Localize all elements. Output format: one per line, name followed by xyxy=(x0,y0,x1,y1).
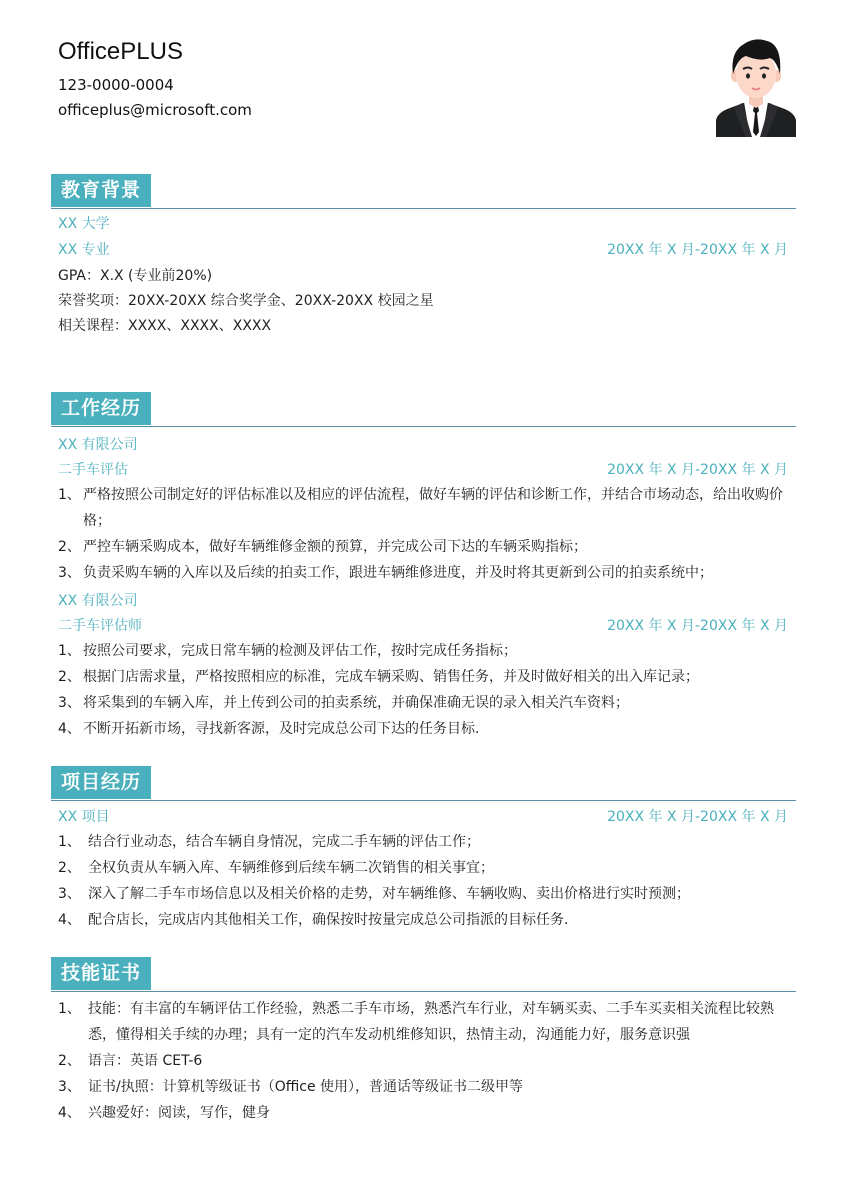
major-row xyxy=(58,240,788,260)
item-number: 1、 xyxy=(58,643,81,659)
position-title: 二手车评估 xyxy=(58,462,128,478)
position-row xyxy=(58,616,788,636)
list-item xyxy=(58,1048,798,1074)
education-section xyxy=(51,174,796,334)
item-text: 根据门店需求量，严格按照相应的标准，完成车辆采购、销售任务，并及时做好相关的出入库记录； xyxy=(83,669,699,685)
section-title: 项目经历 xyxy=(51,766,151,799)
item-text: 深入了解二手车市场信息以及相关价格的走势，对车辆维修、车辆收购、卖出价格进行实时预测； xyxy=(88,886,690,902)
section-title: 教育背景 xyxy=(51,174,151,207)
item-number: 2、 xyxy=(58,539,81,555)
item-text: 负责采购车辆的入库以及后续的拍卖工作，跟进车辆维修进度，并及时将其更新到公司的拍卖系统中； xyxy=(83,565,713,581)
job-date: 20XX 年 X 月-20XX 年 X 月 xyxy=(607,618,788,634)
item-text: 兴趣爱好：阅读，写作，健身 xyxy=(88,1105,270,1121)
project-date: 20XX 年 X 月-20XX 年 X 月 xyxy=(607,809,788,825)
item-number: 1、 xyxy=(58,834,81,850)
section-header xyxy=(51,766,796,801)
item-number: 3、 xyxy=(58,886,81,902)
school-name: XX 大学 xyxy=(58,216,110,232)
item-text: 配合店长，完成店内其他相关工作，确保按时按量完成总公司指派的目标任务. xyxy=(88,912,569,928)
list-item xyxy=(58,638,798,664)
item-text: 按照公司要求，完成日常车辆的检测及评估工作，按时完成任务指标； xyxy=(83,643,517,659)
businessman-avatar-icon xyxy=(716,36,796,137)
skills-section xyxy=(51,957,796,1121)
item-number: 3、 xyxy=(58,565,81,581)
item-text: 将采集到的车辆入库，并上传到公司的拍卖系统，并确保准确无误的录入相关汽车资料； xyxy=(83,695,629,711)
item-number: 3、 xyxy=(58,1079,81,1095)
email-address: officeplus@microsoft.com xyxy=(58,101,252,119)
list-item xyxy=(58,716,798,742)
resume-name: OfficePLUS xyxy=(58,38,183,65)
project-name: XX 项目 xyxy=(58,809,110,825)
list-item xyxy=(58,907,798,933)
section-header xyxy=(51,957,796,992)
position-row xyxy=(58,460,788,480)
list-item xyxy=(58,482,798,534)
company-name: XX 有限公司 xyxy=(58,437,138,453)
project-section xyxy=(51,766,796,928)
item-number: 2、 xyxy=(58,860,81,876)
item-number: 1、 xyxy=(58,487,81,503)
list-item xyxy=(58,855,798,881)
list-item xyxy=(58,1074,798,1100)
honors-line: 荣誉奖项：20XX-20XX 综合奖学金、20XX-20XX 校园之星 xyxy=(58,293,434,309)
section-title: 技能证书 xyxy=(51,957,151,990)
item-text: 严控车辆采购成本，做好车辆维修金额的预算，并完成公司下达的车辆采购指标； xyxy=(83,539,587,555)
item-text: 全权负责从车辆入库、车辆维修到后续车辆二次销售的相关事宜； xyxy=(88,860,494,876)
item-text: 结合行业动态，结合车辆自身情况，完成二手车辆的评估工作； xyxy=(88,834,480,850)
item-number: 3、 xyxy=(58,695,81,711)
list-item xyxy=(58,664,798,690)
phone-number: 123-0000-0004 xyxy=(58,76,174,94)
courses-line: 相关课程：XXXX、XXXX、XXXX xyxy=(58,318,272,334)
item-number: 2、 xyxy=(58,1053,81,1069)
position-title: 二手车评估师 xyxy=(58,618,142,634)
job-date: 20XX 年 X 月-20XX 年 X 月 xyxy=(607,462,788,478)
item-number: 1、 xyxy=(58,1001,81,1017)
item-text: 语言：英语 CET-6 xyxy=(88,1053,203,1069)
section-header xyxy=(51,392,796,427)
work-section xyxy=(51,392,796,737)
section-title: 工作经历 xyxy=(51,392,151,425)
list-item xyxy=(58,996,798,1048)
item-text: 证书/执照：计算机等级证书（Office 使用），普通话等级证书二级甲等 xyxy=(88,1079,524,1095)
item-text: 严格按照公司制定好的评估标准以及相应的评估流程，做好车辆的评估和诊断工作，并结合市场动态，给出收购价格； xyxy=(83,487,783,529)
section-header xyxy=(51,174,796,209)
list-item xyxy=(58,560,798,586)
item-number: 4、 xyxy=(58,912,81,928)
gpa-line: GPA：X.X (专业前20%) xyxy=(58,268,213,284)
company-name: XX 有限公司 xyxy=(58,593,138,609)
list-item xyxy=(58,690,798,716)
item-text: 不断开拓新市场，寻找新客源，及时完成总公司下达的任务目标. xyxy=(83,721,480,737)
list-item xyxy=(58,534,798,560)
project-row xyxy=(58,807,788,827)
major-name: XX 专业 xyxy=(58,242,110,258)
item-number: 2、 xyxy=(58,669,81,685)
list-item xyxy=(58,829,798,855)
list-item xyxy=(58,1100,798,1126)
item-number: 4、 xyxy=(58,1105,81,1121)
education-date: 20XX 年 X 月-20XX 年 X 月 xyxy=(607,242,788,258)
item-text: 技能：有丰富的车辆评估工作经验，熟悉二手车市场，熟悉汽车行业，对车辆买卖、二手车买卖相关流程比较熟悉，懂得相关手续的办理；具有一定的汽车发动机维修知识，热情主动，沟通能力好，服务意识强 xyxy=(88,1001,774,1043)
list-item xyxy=(58,881,798,907)
item-number: 4、 xyxy=(58,721,81,737)
